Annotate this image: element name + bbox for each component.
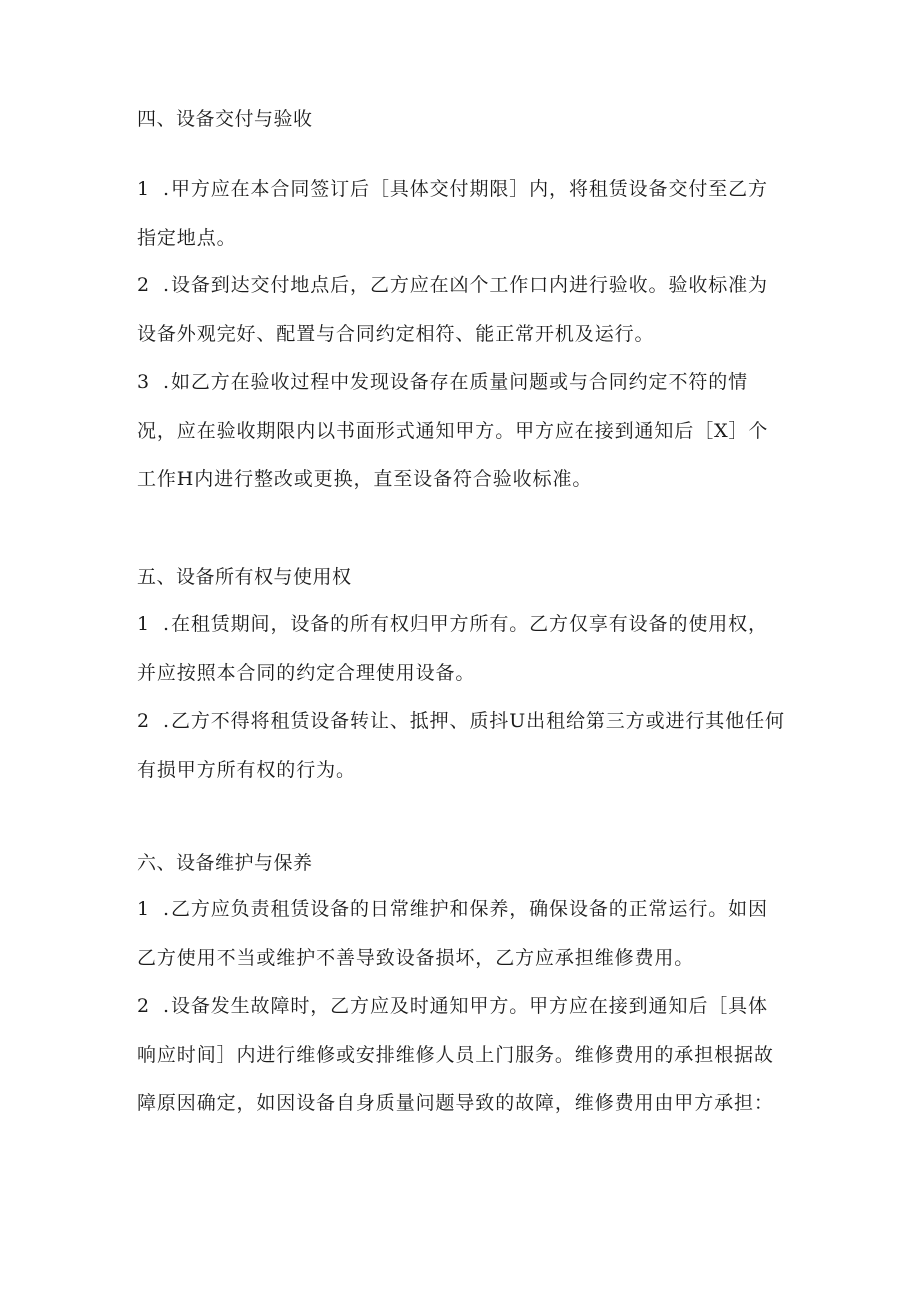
section-heading: 四、设备交付与验收 xyxy=(137,108,313,130)
clause-paragraph: 3 .如乙方在验收过程中发现设备存在质量问题或与合同约定不符的情况，应在验收期限内以书面形式通知甲方。甲方应在接到通知后［X］个工作H内进行整改或更换，直至设备符合验收标准。 xyxy=(137,358,787,504)
clause-text: 如乙方在验收过程中发现设备存在质量问题或与合同约定不符的情况，应在验收期限内以书面形式通知甲方。甲方应在接到通知后［X］个工作H内进行整改或更换，直至设备符合验收标准。 xyxy=(137,371,769,490)
clause-text: 在租赁期间，设备的所有权归甲方所有。乙方仅享有设备的使用权，并应按照本合同的约定合理使用设备。 xyxy=(137,613,768,684)
clause-number: 1 xyxy=(137,613,150,635)
section-heading: 六、设备维护与保养 xyxy=(137,852,313,874)
section-heading: 五、设备所有权与使用权 xyxy=(137,566,352,588)
clause-number: 1 xyxy=(137,898,150,920)
clause-paragraph: 1 .乙方应负责租赁设备的日常维护和保养，确保设备的正常运行。如因乙方使用不当或维护不善导致设备损坏，乙方应承担维修费用。 xyxy=(137,885,787,982)
clause-text: 甲方应在本合同签订后［具体交付期限］内，将租赁设备交付至乙方指定地点。 xyxy=(137,178,768,249)
clause-number: 3 xyxy=(137,371,150,393)
clause-text: 设备到达交付地点后，乙方应在凶个工作口内进行验收。验收标准为设备外观完好、配置与合同约定相符、能正常开机及运行。 xyxy=(137,274,768,345)
clause-number: 2 xyxy=(137,710,150,732)
clause-text: 设备发生故障时，乙方应及时通知甲方。甲方应在接到通知后［具体响应时间］内进行维修或安排维修人员上门服务。维修费用的承担根据故障原因确定，如因设备自身质量问题导致的故障，维修费用由甲方承担： xyxy=(137,995,774,1114)
clause-paragraph: 1 .在租赁期间，设备的所有权归甲方所有。乙方仅享有设备的使用权，并应按照本合同的约定合理使用设备。 xyxy=(137,600,787,697)
clause-paragraph: 2 .设备到达交付地点后，乙方应在凶个工作口内进行验收。验收标准为设备外观完好、配置与合同约定相符、能正常开机及运行。 xyxy=(137,261,787,358)
clause-text: 乙方不得将租赁设备转让、抵押、质抖U出租给第三方或进行其他任何有损甲方所有权的行为。 xyxy=(137,710,785,781)
clause-number: 2 xyxy=(137,274,150,296)
clause-text: 乙方应负责租赁设备的日常维护和保养，确保设备的正常运行。如因乙方使用不当或维护不善导致设备损坏，乙方应承担维修费用。 xyxy=(137,898,768,969)
clause-number: 1 xyxy=(137,178,150,200)
clause-paragraph: 2 .设备发生故障时，乙方应及时通知甲方。甲方应在接到通知后［具体响应时间］内进行维修或安排维修人员上门服务。维修费用的承担根据故障原因确定，如因设备自身质量问题导致的故障，维修费用由甲方承担： xyxy=(137,982,787,1128)
clause-paragraph: 1 .甲方应在本合同签订后［具体交付期限］内，将租赁设备交付至乙方指定地点。 xyxy=(137,165,787,262)
clause-paragraph: 2 .乙方不得将租赁设备转让、抵押、质抖U出租给第三方或进行其他任何有损甲方所有权的行为。 xyxy=(137,697,787,794)
clause-number: 2 xyxy=(137,995,150,1017)
